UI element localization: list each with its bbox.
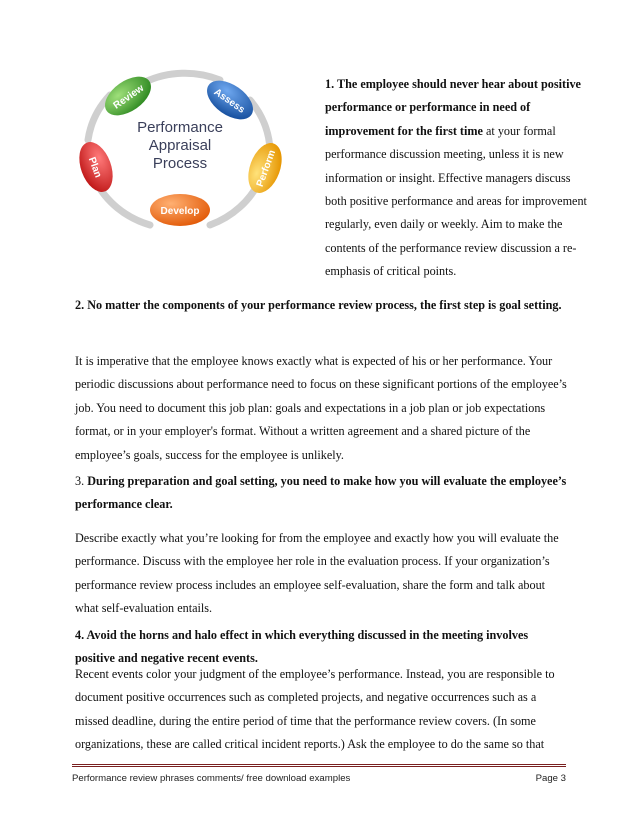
- stage-label-assess: Assess: [211, 86, 247, 116]
- heading-3: [75, 470, 570, 517]
- heading-3-text: During preparation and goal setting, you need to make how you will evaluate the employee’s performance clear.: [75, 474, 567, 512]
- footer-title: Performance review phrases comments/ free download examples: [72, 773, 351, 784]
- diagram-center-title: [137, 119, 223, 172]
- stage-label-perform: Perform: [254, 148, 279, 189]
- paragraph-3-body: Describe exactly what you’re looking for from the employee and exactly how you will evaluate the performance. Discuss with the employee her role in the evaluation process. If your organization’s performance review process includes an employee self-evaluation, share the form and talk about what self-evaluation entails.: [75, 531, 559, 616]
- stage-perform: [242, 138, 288, 197]
- paragraph-4-body: Recent events color your judgment of the employee’s performance. Instead, you are responsible to document positive occurrences such as completed projects, and negative occurrences such as a missed deadline, during the entire period of time that the performance review covers. (In some organizations, these are called critical incident reports.) Ask the employee to do the same so that: [75, 667, 555, 752]
- stage-develop: [150, 194, 210, 226]
- stage-label-develop: Develop: [160, 206, 200, 217]
- cycle-diagram-svg: [70, 60, 290, 260]
- center-line-1: Performance: [137, 119, 223, 136]
- performance-appraisal-diagram: [70, 60, 290, 260]
- stage-label-review: Review: [111, 82, 147, 112]
- page-number: Page 3: [535, 773, 566, 784]
- paragraph-1-bold: 1. The employee should never hear about positive performance or performance in need of improvement for the first time: [325, 77, 581, 138]
- center-line-2: Appraisal: [148, 137, 212, 154]
- paragraph-1: [325, 73, 590, 284]
- paragraph-2-body: It is imperative that the employee knows exactly what is expected of his or her performance. Your periodic discussions about performance need to focus on these significant portions of the employee’s job. You need to document this job plan: goals and expectations in a job plan or job expectations format, or in your employer's format. Without a written agreement and a shared picture of the employee’s goals, success for the employee is unlikely.: [75, 354, 567, 462]
- stage-label-plan: Plan: [85, 155, 104, 180]
- heading-2: 2. No matter the components of your performance review process, the first step is goal setting.: [75, 298, 562, 312]
- page-footer: [72, 764, 566, 795]
- heading-3-number: 3.: [75, 474, 88, 488]
- stage-plan: [73, 137, 119, 196]
- paragraph-1-text: at your formal performance discussion meeting, unless it is new information or insight. Effective managers discuss both positive performance and areas for improvement regularly, even daily or weekly. Aim to make the contents of the performance review discussion a re-emphasis of critical points.: [325, 123, 587, 279]
- center-line-3: Process: [152, 155, 208, 172]
- heading-4: 4. Avoid the horns and halo effect in which everything discussed in the meeting involves positive and negative recent events.: [75, 628, 529, 666]
